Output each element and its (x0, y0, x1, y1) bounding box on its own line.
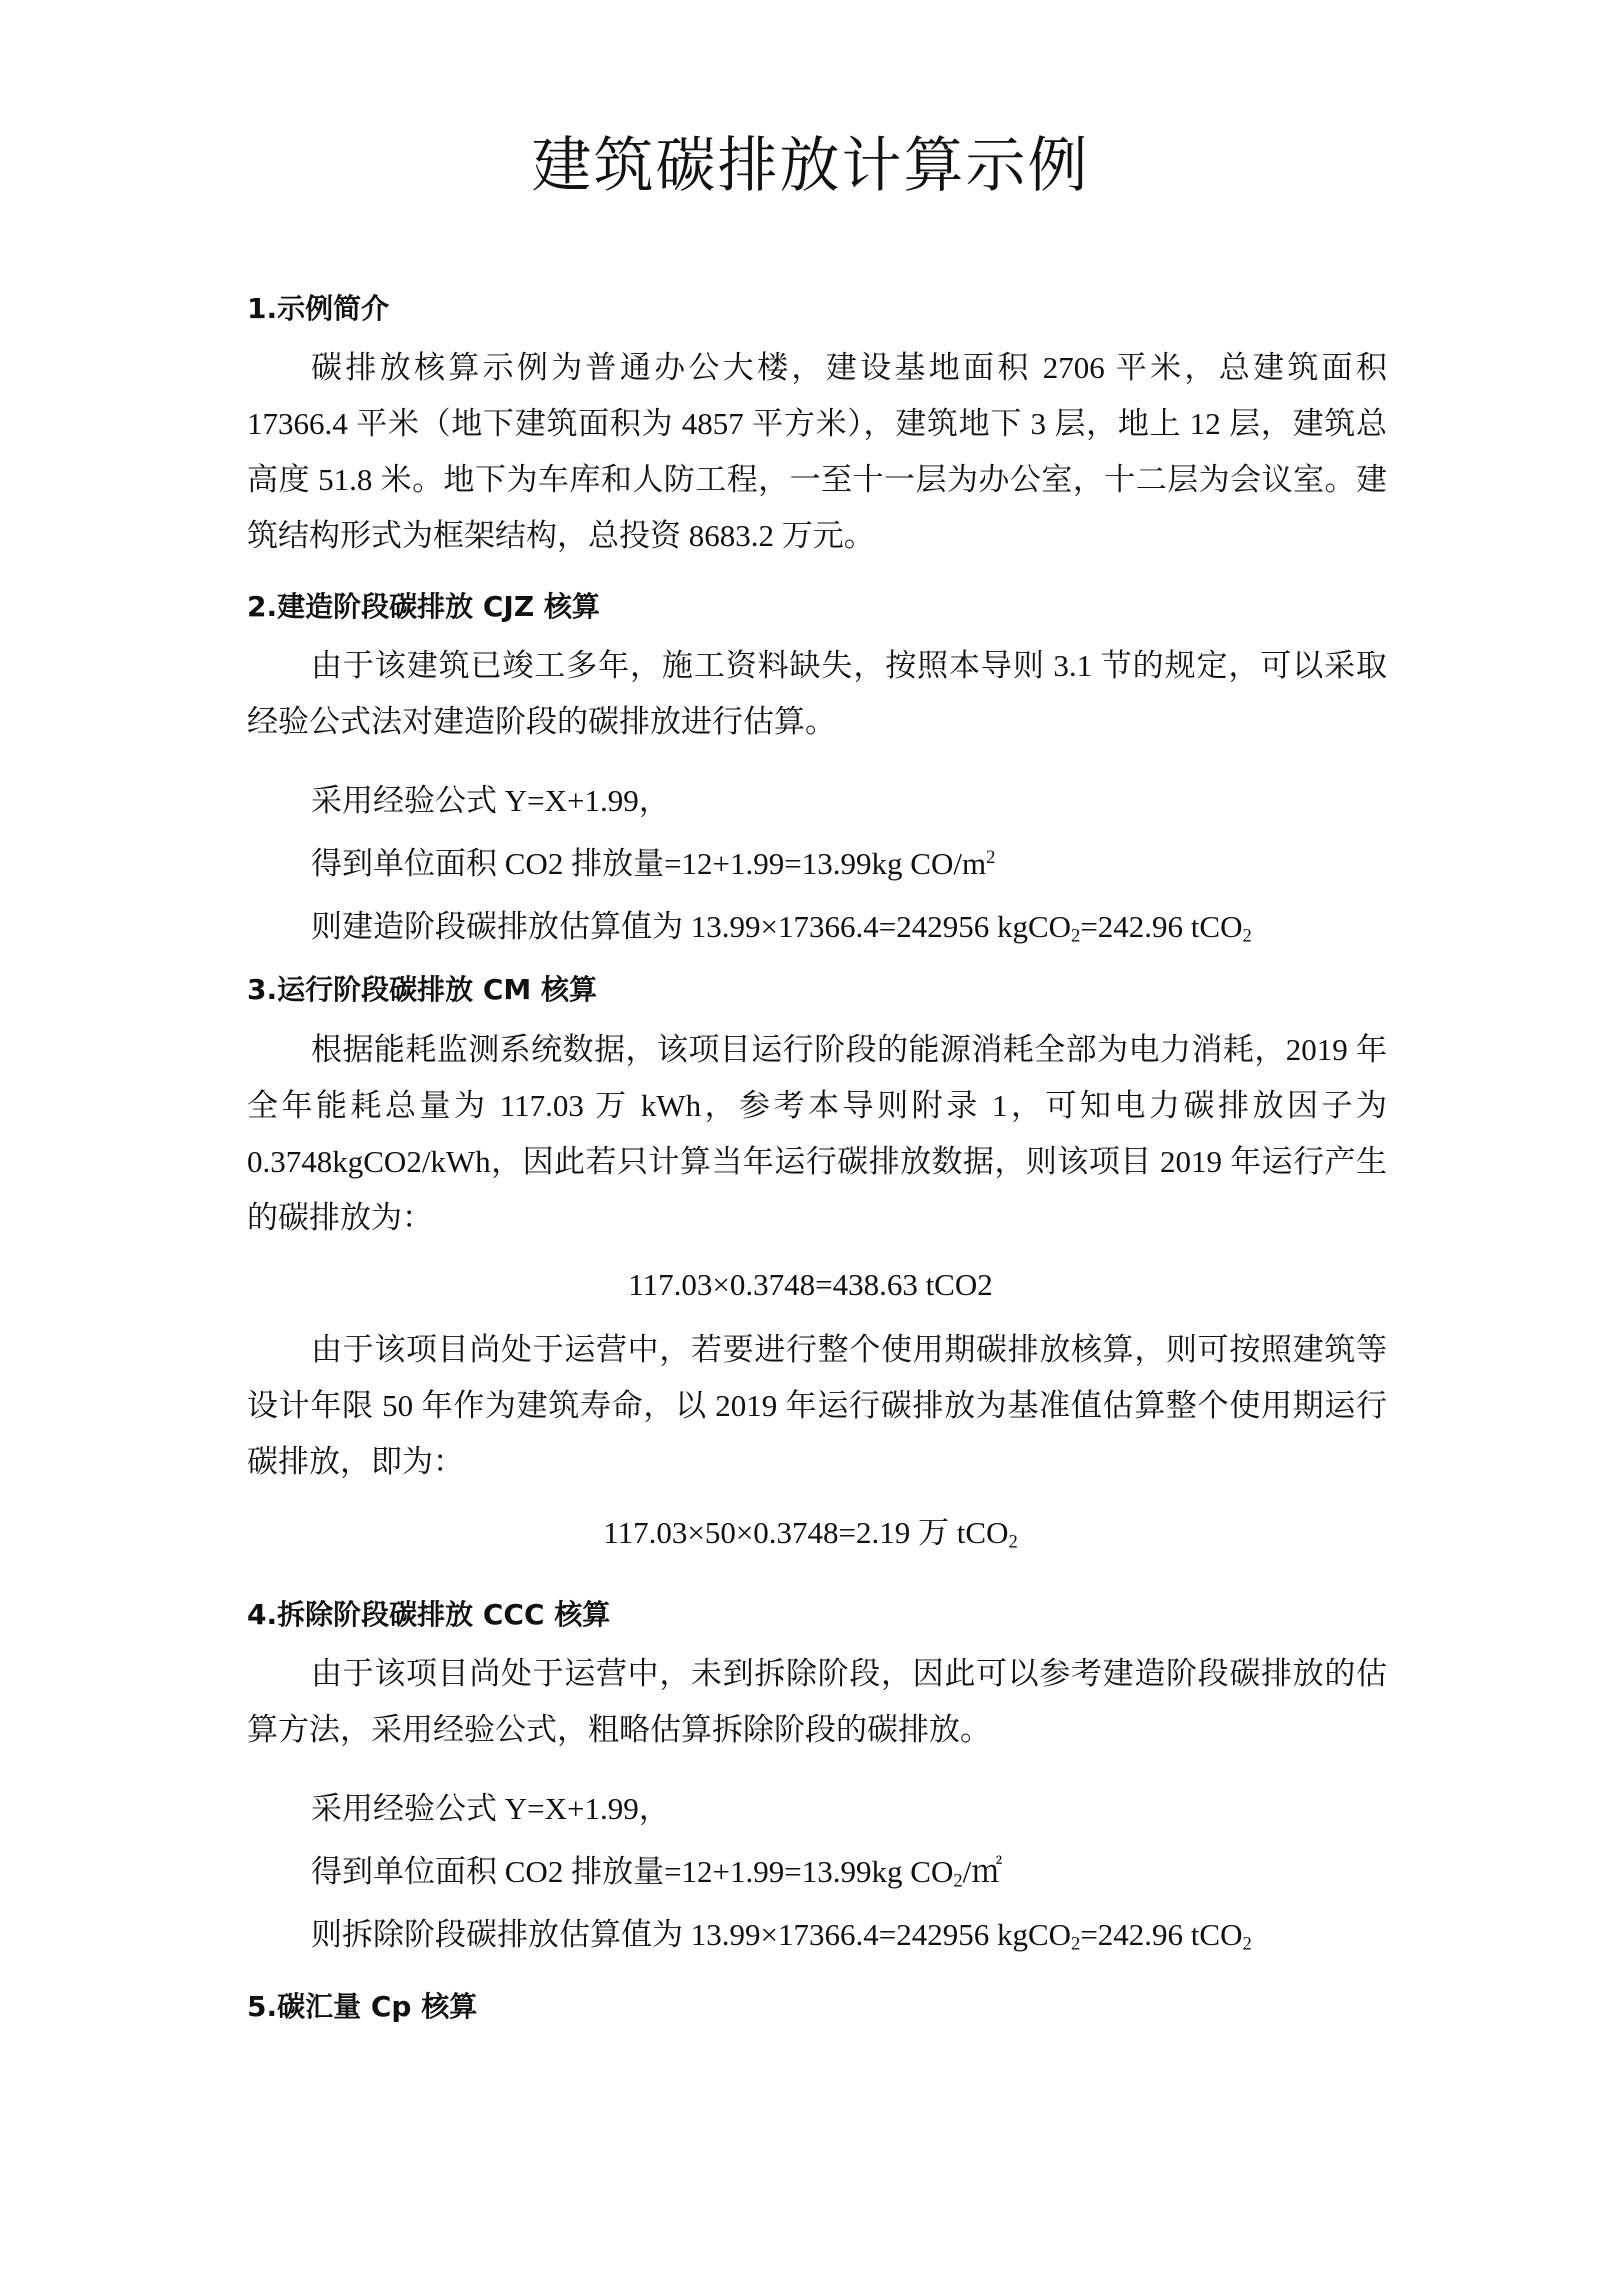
subscript: 2 (1242, 925, 1252, 947)
section-2-formula: 采用经验公式 Y=X+1.99， (311, 783, 670, 818)
section-2-paragraph: 由于该建筑已竣工多年，施工资料缺失，按照本导则 3.1 节的规定，可以采取经验公式法对建造阶段的碳排放进行估算。 (247, 648, 1387, 739)
section-2-estimate (311, 901, 1252, 948)
section-4-estimate (311, 1909, 1252, 1956)
document-title: 建筑碳排放计算示例 (531, 131, 1090, 201)
section-heading-1: 1.示例简介 (247, 292, 390, 325)
section-heading-2: 2.建造阶段碳排放 CJZ 核算 (247, 590, 600, 623)
subscript: 2 (1071, 925, 1081, 947)
section-heading-4: 4.拆除阶段碳排放 CCC 核算 (247, 1598, 611, 1631)
equation-text: 117.03×50×0.3748=2.19 万 tCO (603, 1515, 1009, 1550)
section-4-paragraph: 由于该项目尚处于运营中，未到拆除阶段，因此可以参考建造阶段碳排放的估算方法，采用经验公式，粗略估算拆除阶段的碳排放。 (247, 1656, 1387, 1747)
superscript: 2 (986, 846, 996, 868)
estimate-result: =242.96 tCO (1080, 909, 1243, 944)
section-1-paragraph: 碳排放核算示例为普通办公大楼，建设基地面积 2706 平米，总建筑面积 17366.4 平米（地下建筑面积为 4857 平方米），建筑地下 3 层，地上 12 层，建筑总高度 51.8 米。地下为车库和人防工程，一至十一层为办公室，十二层为会议室。建筑结构形式为框架结构，总投资 8683.2 万元。 (247, 350, 1387, 553)
section-3-equation-2 (0, 1507, 1621, 1554)
estimate-result: =242.96 tCO (1080, 1917, 1243, 1952)
subscript: 2 (1071, 1933, 1081, 1955)
subscript: 2 (1008, 1531, 1018, 1553)
section-heading-3: 3.运行阶段碳排放 CM 核算 (247, 973, 598, 1006)
subscript: 2 (953, 1870, 963, 1892)
section-4-unit-emission (311, 1846, 1002, 1893)
unit-emission-text: 得到单位面积 CO2 排放量=12+1.99=13.99kg CO/m (311, 846, 987, 881)
section-2-unit-emission (311, 838, 995, 883)
unit-emission-text: 得到单位面积 CO2 排放量=12+1.99=13.99kg CO (311, 1854, 954, 1889)
estimate-text: 则拆除阶段碳排放估算值为 13.99×17366.4=242956 kgCO (311, 1917, 1072, 1952)
subscript: 2 (1242, 1933, 1252, 1955)
section-heading-5: 5.碳汇量 Cp 核算 (247, 1990, 478, 2023)
estimate-text: 则建造阶段碳排放估算值为 13.99×17366.4=242956 kgCO (311, 909, 1072, 944)
section-3-paragraph-2: 由于该项目尚处于运营中，若要进行整个使用期碳排放核算，则可按照建筑等设计年限 50 年作为建筑寿命，以 2019 年运行碳排放为基准值估算整个使用期运行碳排放，即为： (247, 1332, 1387, 1479)
section-3-equation-1: 117.03×0.3748=438.63 tCO2 (628, 1267, 993, 1302)
unit-suffix: /㎡ (962, 1854, 1003, 1889)
section-4-formula: 采用经验公式 Y=X+1.99， (311, 1791, 670, 1826)
section-3-paragraph-1: 根据能耗监测系统数据，该项目运行阶段的能源消耗全部为电力消耗，2019 年全年能耗总量为 117.03 万 kWh，参考本导则附录 1，可知电力碳排放因子为 0.3748kgCO2/kWh，因此若只计算当年运行碳排放数据，则该项目 2019 年运行产生的碳排放为： (247, 1032, 1387, 1235)
